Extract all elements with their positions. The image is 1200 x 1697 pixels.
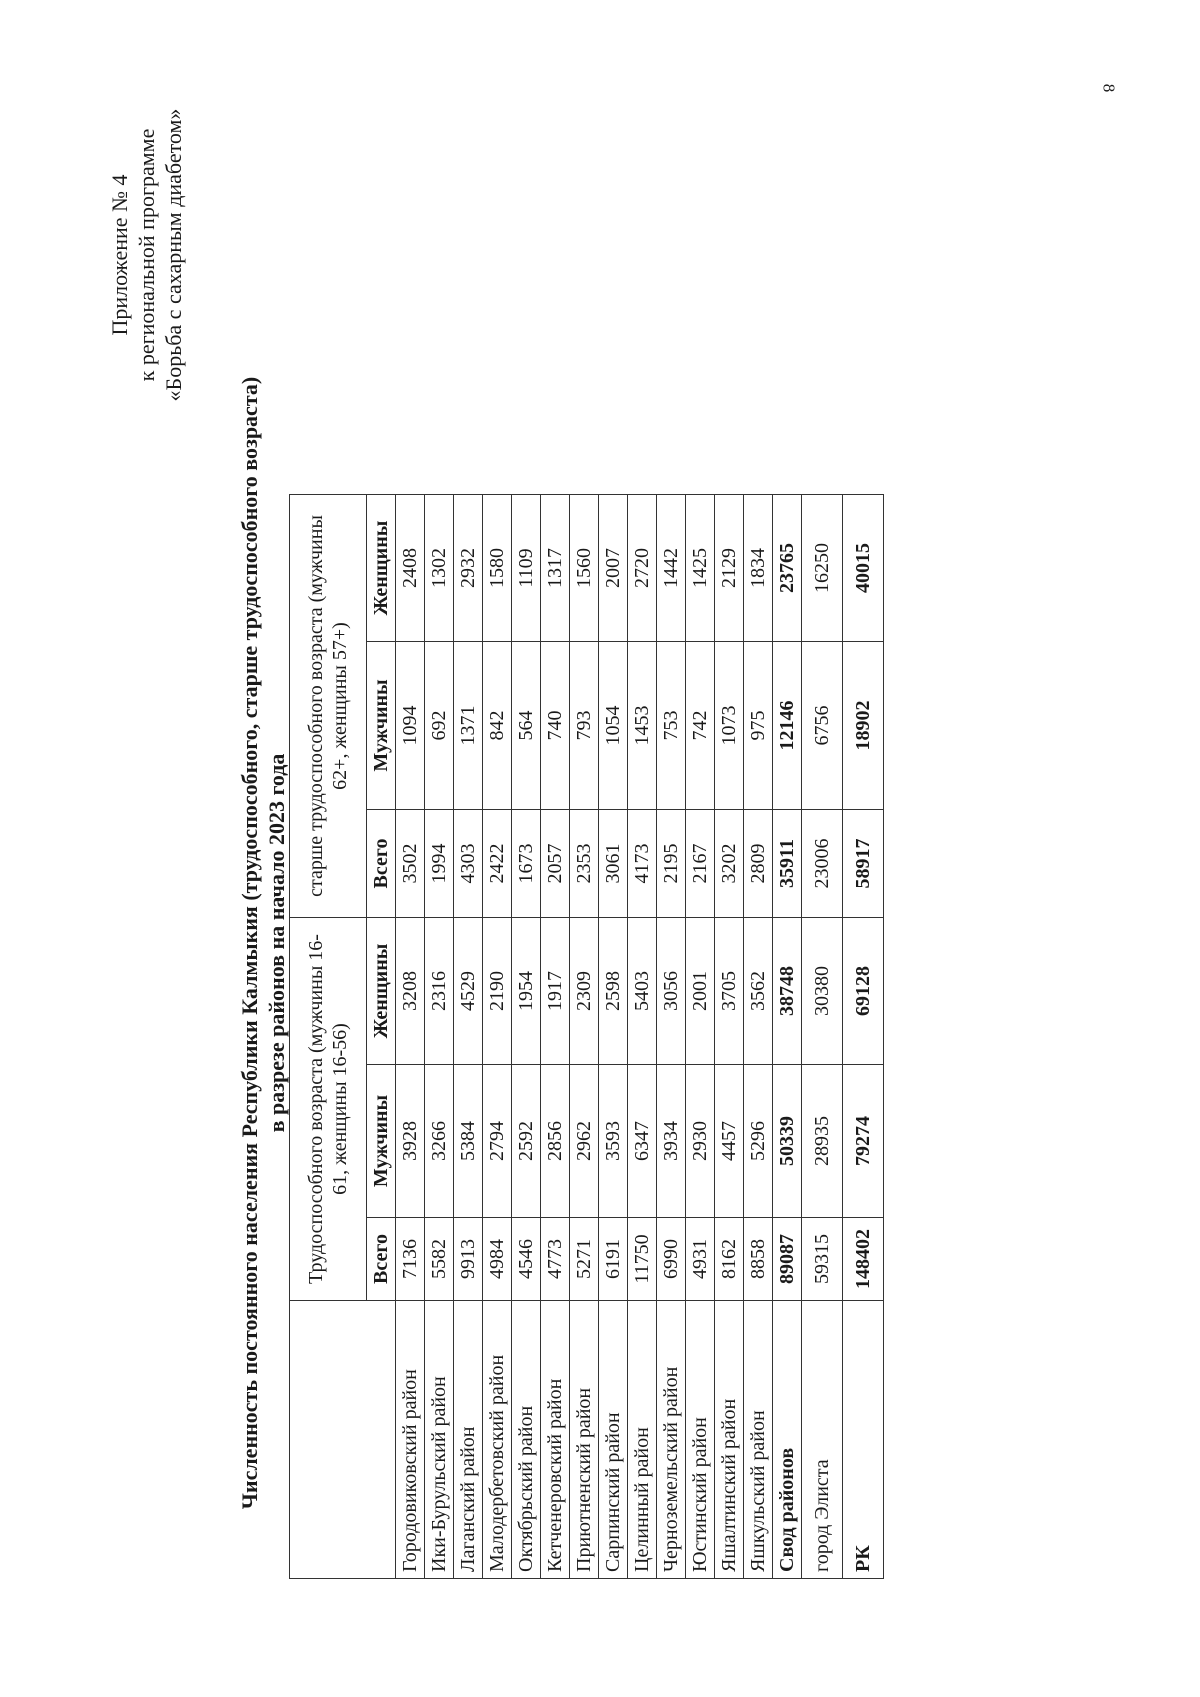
value-cell: 23006 <box>802 810 843 918</box>
value-cell: 4173 <box>628 810 657 918</box>
district-name-cell: Ики-Бурульский район <box>425 1301 454 1579</box>
value-cell: 5271 <box>570 1218 599 1301</box>
table-row <box>483 495 512 1579</box>
district-name-cell: Целинный район <box>628 1301 657 1579</box>
value-cell: 3208 <box>396 918 425 1065</box>
value-cell: 1834 <box>744 495 773 642</box>
document-title <box>236 233 290 1653</box>
district-name-cell: Яшалтинский район <box>715 1301 744 1579</box>
value-cell: 3928 <box>396 1065 425 1218</box>
value-cell: 1580 <box>483 495 512 642</box>
working-age-header: Трудоспособного возраста (мужчины 16-61, женщины 16-56) <box>290 918 367 1301</box>
table-row <box>454 495 483 1579</box>
value-cell: 1317 <box>541 495 570 642</box>
working-total-header: Всего <box>367 1218 396 1301</box>
district-name-cell: РК <box>843 1301 884 1579</box>
value-cell: 6756 <box>802 642 843 810</box>
table-row <box>425 495 454 1579</box>
value-cell: 1560 <box>570 495 599 642</box>
table-row <box>628 495 657 1579</box>
value-cell: 3202 <box>715 810 744 918</box>
value-cell: 2794 <box>483 1065 512 1218</box>
table-row <box>715 495 744 1579</box>
value-cell: 1673 <box>512 810 541 918</box>
district-name-cell: Черноземельский район <box>657 1301 686 1579</box>
value-cell: 4931 <box>686 1218 715 1301</box>
value-cell: 4773 <box>541 1218 570 1301</box>
value-cell: 2598 <box>599 918 628 1065</box>
value-cell: 742 <box>686 642 715 810</box>
value-cell: 3934 <box>657 1065 686 1218</box>
appendix-program-line: к региональной программе <box>134 128 159 382</box>
district-name-cell: Лаганский район <box>454 1301 483 1579</box>
district-name-cell: Яшкульский район <box>744 1301 773 1579</box>
value-cell: 2353 <box>570 810 599 918</box>
value-cell: 23765 <box>773 495 802 642</box>
population-table <box>289 494 884 1579</box>
table-row <box>599 495 628 1579</box>
value-cell: 11750 <box>628 1218 657 1301</box>
value-cell: 5403 <box>628 918 657 1065</box>
appendix-note <box>106 45 187 465</box>
value-cell: 16250 <box>802 495 843 642</box>
value-cell: 8858 <box>744 1218 773 1301</box>
value-cell: 2309 <box>570 918 599 1065</box>
value-cell: 4529 <box>454 918 483 1065</box>
value-cell: 30380 <box>802 918 843 1065</box>
value-cell: 40015 <box>843 495 884 642</box>
population-table-wrapper <box>289 494 884 1579</box>
value-cell: 35911 <box>773 810 802 918</box>
district-name-cell: Октябрьский район <box>512 1301 541 1579</box>
value-cell: 1371 <box>454 642 483 810</box>
district-name-cell: Приютненский район <box>570 1301 599 1579</box>
value-cell: 1109 <box>512 495 541 642</box>
value-cell: 2856 <box>541 1065 570 1218</box>
value-cell: 4457 <box>715 1065 744 1218</box>
title-line-1: Численность постоянного населения Республики Калмыкия (трудоспособного, старше трудоспособного возраста) <box>237 376 262 1510</box>
value-cell: 5582 <box>425 1218 454 1301</box>
value-cell: 1302 <box>425 495 454 642</box>
district-name-cell: Юстинский район <box>686 1301 715 1579</box>
value-cell: 6347 <box>628 1065 657 1218</box>
value-cell: 4303 <box>454 810 483 918</box>
value-cell: 50339 <box>773 1065 802 1218</box>
elderly-women-header: Женщины <box>367 495 396 642</box>
value-cell: 3502 <box>396 810 425 918</box>
table-row <box>843 495 884 1579</box>
value-cell: 2592 <box>512 1065 541 1218</box>
value-cell: 2422 <box>483 810 512 918</box>
table-row <box>744 495 773 1579</box>
value-cell: 59315 <box>802 1218 843 1301</box>
value-cell: 1054 <box>599 642 628 810</box>
value-cell: 2195 <box>657 810 686 918</box>
district-name-cell: Кетченеровский район <box>541 1301 570 1579</box>
value-cell: 2057 <box>541 810 570 918</box>
value-cell: 4546 <box>512 1218 541 1301</box>
value-cell: 1917 <box>541 918 570 1065</box>
value-cell: 89087 <box>773 1218 802 1301</box>
value-cell: 2190 <box>483 918 512 1065</box>
value-cell: 6191 <box>599 1218 628 1301</box>
value-cell: 3266 <box>425 1065 454 1218</box>
table-row <box>657 495 686 1579</box>
elderly-men-header: Мужчины <box>367 642 396 810</box>
district-name-cell: Сарпинский район <box>599 1301 628 1579</box>
district-name-cell: Городовиковский район <box>396 1301 425 1579</box>
value-cell: 793 <box>570 642 599 810</box>
value-cell: 2316 <box>425 918 454 1065</box>
value-cell: 8162 <box>715 1218 744 1301</box>
value-cell: 7136 <box>396 1218 425 1301</box>
value-cell: 2962 <box>570 1065 599 1218</box>
value-cell: 3705 <box>715 918 744 1065</box>
working-men-header: Мужчины <box>367 1065 396 1218</box>
value-cell: 1994 <box>425 810 454 918</box>
appendix-number: Приложение № 4 <box>107 174 132 336</box>
value-cell: 1073 <box>715 642 744 810</box>
value-cell: 69128 <box>843 918 884 1065</box>
value-cell: 740 <box>541 642 570 810</box>
value-cell: 3061 <box>599 810 628 918</box>
elderly-total-header: Всего <box>367 810 396 918</box>
value-cell: 3056 <box>657 918 686 1065</box>
value-cell: 1442 <box>657 495 686 642</box>
value-cell: 975 <box>744 642 773 810</box>
value-cell: 1954 <box>512 918 541 1065</box>
elderly-age-header: старше трудоспособного возраста (мужчины 62+, женщины 57+) <box>290 495 367 918</box>
appendix-program-name: «Борьба с сахарным диабетом» <box>161 108 186 402</box>
value-cell: 1094 <box>396 642 425 810</box>
value-cell: 753 <box>657 642 686 810</box>
value-cell: 5384 <box>454 1065 483 1218</box>
table-row <box>802 495 843 1579</box>
value-cell: 2720 <box>628 495 657 642</box>
value-cell: 2167 <box>686 810 715 918</box>
working-women-header: Женщины <box>367 918 396 1065</box>
value-cell: 564 <box>512 642 541 810</box>
value-cell: 2932 <box>454 495 483 642</box>
value-cell: 18902 <box>843 642 884 810</box>
value-cell: 38748 <box>773 918 802 1065</box>
value-cell: 58917 <box>843 810 884 918</box>
value-cell: 4984 <box>483 1218 512 1301</box>
value-cell: 148402 <box>843 1218 884 1301</box>
table-body <box>396 495 884 1579</box>
district-name-cell: Малодербетовский район <box>483 1301 512 1579</box>
value-cell: 2809 <box>744 810 773 918</box>
district-name-cell: Свод районов <box>773 1301 802 1579</box>
rotated-page-content <box>100 43 1100 1653</box>
value-cell: 842 <box>483 642 512 810</box>
value-cell: 3562 <box>744 918 773 1065</box>
value-cell: 6990 <box>657 1218 686 1301</box>
value-cell: 28935 <box>802 1065 843 1218</box>
table-row <box>512 495 541 1579</box>
title-line-2: в разрезе районов на начало 2023 года <box>264 753 289 1133</box>
district-name-cell: город Элиста <box>802 1301 843 1579</box>
table-row <box>686 495 715 1579</box>
value-cell: 9913 <box>454 1218 483 1301</box>
value-cell: 2408 <box>396 495 425 642</box>
value-cell: 692 <box>425 642 454 810</box>
value-cell: 79274 <box>843 1065 884 1218</box>
page-number: 8 <box>1099 83 1119 93</box>
value-cell: 1453 <box>628 642 657 810</box>
value-cell: 1425 <box>686 495 715 642</box>
value-cell: 3593 <box>599 1065 628 1218</box>
table-row <box>541 495 570 1579</box>
table-row <box>773 495 802 1579</box>
value-cell: 2007 <box>599 495 628 642</box>
district-header-cell <box>290 1301 396 1579</box>
value-cell: 5296 <box>744 1065 773 1218</box>
table-row <box>570 495 599 1579</box>
value-cell: 2129 <box>715 495 744 642</box>
value-cell: 12146 <box>773 642 802 810</box>
value-cell: 2001 <box>686 918 715 1065</box>
value-cell: 2930 <box>686 1065 715 1218</box>
table-row <box>396 495 425 1579</box>
